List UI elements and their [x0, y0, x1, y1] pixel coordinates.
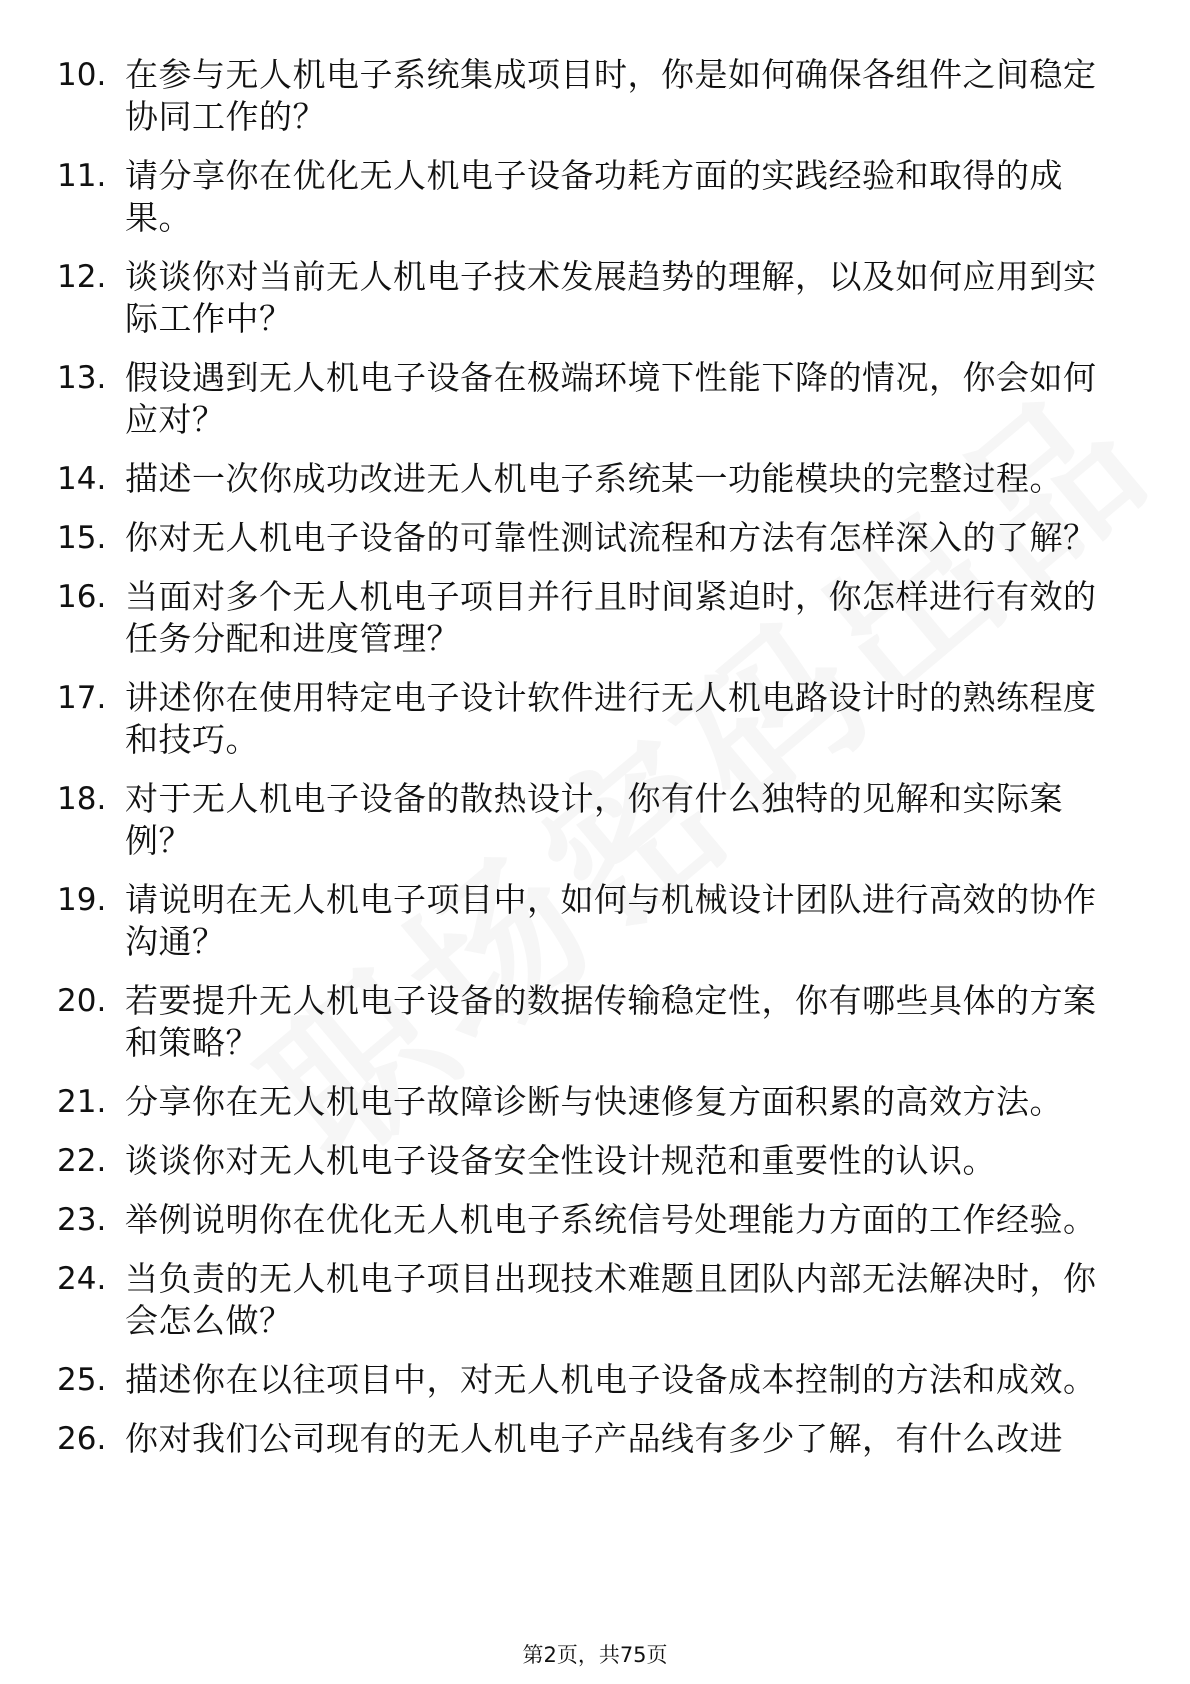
list-item — [0, 256, 1190, 340]
question-number: 24. — [57, 1261, 107, 1297]
question-text: 假设遇到无人机电子设备在极端环境下性能下降的情况，你会如何应对？ — [125, 358, 1097, 439]
question-text: 讲述你在使用特定电子设计软件进行无人机电路设计时的熟练程度和技巧。 — [125, 678, 1097, 759]
question-text: 你对无人机电子设备的可靠性测试流程和方法有怎样深入的了解？ — [125, 518, 1097, 557]
question-number: 11. — [57, 158, 107, 194]
question-text: 描述一次你成功改进无人机电子系统某一功能模块的完整过程。 — [125, 459, 1063, 498]
list-item — [0, 517, 1190, 559]
list-item — [0, 576, 1190, 660]
list-item — [0, 357, 1190, 441]
list-item — [0, 54, 1190, 138]
list-item — [0, 879, 1190, 963]
list-item — [0, 1359, 1190, 1401]
question-text: 谈谈你对当前无人机电子技术发展趋势的理解，以及如何应用到实际工作中？ — [125, 257, 1097, 338]
question-text: 请分享你在优化无人机电子设备功耗方面的实践经验和取得的成果。 — [125, 156, 1063, 237]
list-item — [0, 155, 1190, 239]
page-footer: 第2页，共75页 — [522, 1643, 668, 1667]
list-item — [0, 1258, 1190, 1342]
question-text: 请说明在无人机电子项目中，如何与机械设计团队进行高效的协作沟通？ — [125, 880, 1097, 961]
question-number: 25. — [57, 1362, 107, 1398]
question-text: 分享你在无人机电子故障诊断与快速修复方面积累的高效方法。 — [125, 1082, 1063, 1121]
question-number: 26. — [57, 1421, 107, 1457]
question-number: 22. — [57, 1143, 107, 1179]
list-item — [0, 778, 1190, 862]
question-text: 对于无人机电子设备的散热设计，你有什么独特的见解和实际案例？ — [125, 779, 1063, 860]
question-number: 18. — [57, 781, 107, 817]
list-item — [0, 677, 1190, 761]
question-text: 当负责的无人机电子项目出现技术难题且团队内部无法解决时，你会怎么做？ — [125, 1259, 1097, 1340]
list-item — [0, 1418, 1190, 1460]
list-item — [0, 1140, 1190, 1182]
question-number: 15. — [57, 520, 107, 556]
question-number: 21. — [57, 1084, 107, 1120]
question-number: 19. — [57, 882, 107, 918]
question-number: 23. — [57, 1202, 107, 1238]
question-number: 17. — [57, 680, 107, 716]
question-number: 16. — [57, 579, 107, 615]
question-list — [0, 54, 1190, 1477]
question-number: 12. — [57, 259, 107, 295]
list-item — [0, 980, 1190, 1064]
question-text: 若要提升无人机电子设备的数据传输稳定性，你有哪些具体的方案和策略？ — [125, 981, 1097, 1062]
question-text: 在参与无人机电子系统集成项目时，你是如何确保各组件之间稳定协同工作的？ — [125, 55, 1097, 136]
question-number: 20. — [57, 983, 107, 1019]
question-number: 13. — [57, 360, 107, 396]
list-item — [0, 1081, 1190, 1123]
list-item — [0, 1199, 1190, 1241]
question-text: 举例说明你在优化无人机电子系统信号处理能力方面的工作经验。 — [125, 1200, 1097, 1239]
question-number: 14. — [57, 461, 107, 497]
question-text: 你对我们公司现有的无人机电子产品线有多少了解，有什么改进 — [125, 1419, 1063, 1458]
list-item — [0, 458, 1190, 500]
question-text: 描述你在以往项目中，对无人机电子设备成本控制的方法和成效。 — [125, 1360, 1097, 1399]
question-text: 当面对多个无人机电子项目并行且时间紧迫时，你怎样进行有效的任务分配和进度管理？ — [125, 577, 1097, 658]
question-number: 10. — [57, 57, 107, 93]
question-text: 谈谈你对无人机电子设备安全性设计规范和重要性的认识。 — [125, 1141, 996, 1180]
